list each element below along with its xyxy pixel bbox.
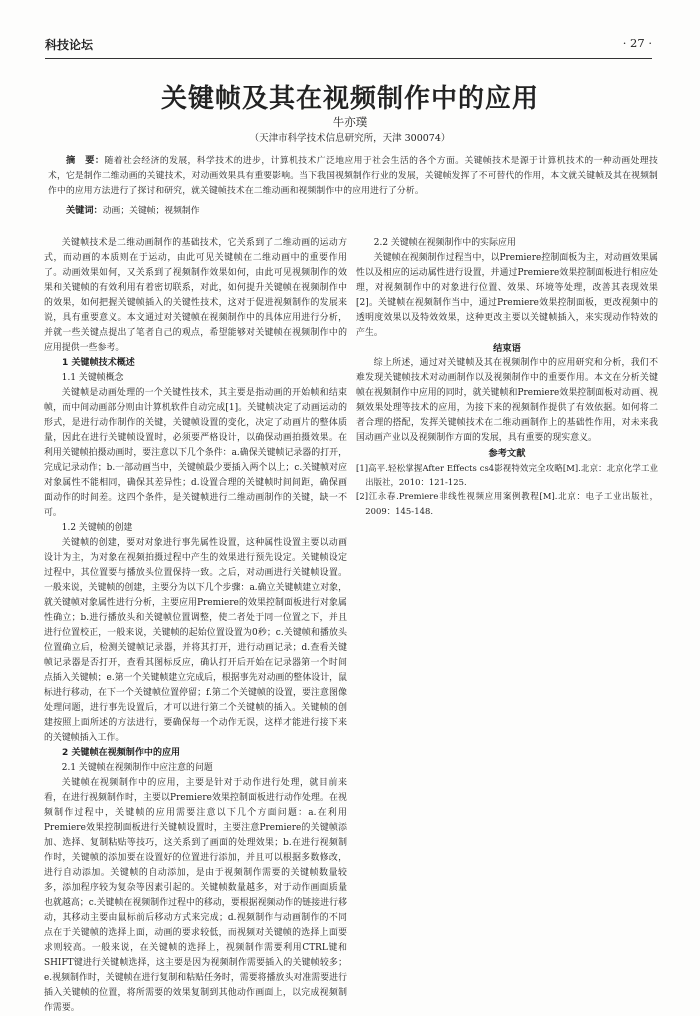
author-affiliation: （天津市科学技术信息研究所，天津 300074） xyxy=(249,133,451,144)
paragraph-2-1: 关键帧在视频制作中的应用，主要是针对于动作进行处理，就目前来看，在进行视频制作时，主要以Premiere效果控制面板进行动作处理。在视频制作过程中，关键帧的应用需要注意以下几个方面问题：a.在利用Premiere效果控制面板进行关键帧设置时，主要注意Premiere的关键帧添加、选择、复制粘贴等技巧，这关系到了画面的处理效果；b.在进行视频制作时，关键帧的添加要在设置好的位置进行添加，并且可以根据多数修改，进行自动添加。关键帧的自动添加，是由于视频制作需要的关键帧数量较多，添加程序较为复杂等因素引起的。关键帧数量越多，对于动作画面质量也就越高；c.关键帧在视频制作过程中的移动，要根据视频动作的链接进行移动，其移动主要由鼠标前后移动方式来完成；d.视频制作与动画制作的不同点在于关键帧的选择上面，动画的要求较低，而视频对关键帧的选择上面要求则较高。一般来说，在关键帧的选择上，视频制作需要利用CTRL键和SHIFT键进行关键帧选择，这主要是因为视频制作需要插入的关键帧较多；e.视频制作时，关键帧在进行复制和粘贴任务时，需要将播放头对准需要进行插入关键帧的位置，将所需要的效果复制到其他动作画面上，以完成视频制作需要。 xyxy=(44,778,347,1013)
abstract-label: 摘 要： xyxy=(66,155,105,166)
section-heading-1: 1 关键帧技术概述 xyxy=(62,358,135,368)
article-title: 关键帧及其在视频制作中的应用 xyxy=(160,84,539,114)
section-heading-2: 2 关键帧在视频制作中的应用 xyxy=(62,748,181,758)
reference-item: [2]江永春.Premiere非线性视频应用案例教程[M].北京：电子工业出版社，2009：145-148. xyxy=(356,491,658,516)
references-list xyxy=(356,461,658,518)
body-column-right xyxy=(356,236,658,518)
header-rule xyxy=(45,58,652,59)
author-name: 牛亦璞 xyxy=(332,115,368,129)
subsection-heading-1-2: 1.2 关键帧的创建 xyxy=(61,523,133,533)
keywords xyxy=(66,202,656,216)
paragraph-2-2: 关键帧在视频制作过程当中，以Premiere控制面板为主，对动画效果属性以及相应的运动属性进行设置，并通过Premiere效果控制面板进行相应处理，对视频制作中的对象进行位置、效果、环境等处理，改善其表现效果[2]。关键帧在视频制作当中，通过Premiere效果控制面板，更改视频中的透明度效果以及特效效果，这种更改主要以关键帧插入，来实现动作特效的产生。 xyxy=(356,253,658,338)
conclusion-heading: 结束语 xyxy=(493,343,521,354)
journal-section: 科技论坛 xyxy=(45,38,94,52)
keywords-text: 动画；关键帧；视频制作 xyxy=(102,206,200,216)
conclusion-paragraph: 综上所述，通过对关键帧及其在视频制作中的应用研究和分析，我们不难发现关键帧技术对动画制作以及视频制作中的重要作用。本文在分析关键帧在视频制作中应用的同时，就关键帧和Premiere效果控制面板对动画、视频效果处理等技术的应用，为接下来的视频制作提供了有效依据。如何将二者合理的搭配，发挥关键帧技术在二维动画制作上的基础性作用，对未来我国动画产业以及视频制作方面的发展，具有重要的现实意义。 xyxy=(356,358,658,443)
abstract-text: 随着社会经济的发展，科学技术的进步，计算机技术广泛地应用于社会生活的各个方面。关键帧技术是源于计算机技术的一种动画处理技术，它是制作二维动画的关键技术，对动画效果具有重要影响。当下我国视频制作行业的发展，关键帧发挥了不可替代的作用，本文就关键帧及其在视频制作中的应用方法进行了探讨和研究，就关键帧技术在二维动画和视频制作中的应用进行了分析。 xyxy=(48,156,658,197)
running-head xyxy=(45,36,652,56)
references-heading: 参考文献 xyxy=(488,448,526,459)
keywords-label: 关键词： xyxy=(66,205,103,216)
intro-paragraph: 关键帧技术是二维动画制作的基础技术，它关系到了二维动画的运动方式，而动画的本质则在于运动，由此可见关键帧在二维动画中的重要作用了。动画效果如何，又关系到了视频制作效果如何，由此可见视频制作的效果和关键帧的有效利用有着密切联系，对此，如何提升关键帧在视频制作中的效果，如何把握关键帧插入的关键性技术，这对于促进视频制作的发展来说，具有重要意义。本文通过对关键帧在视频制作中的具体应用进行分析，并就一些关键点提出了笔者自己的观点，希望能够对关键帧在视频制作中的应用提供一些参考。 xyxy=(44,238,347,353)
paragraph-1-2: 关键帧的创建，要对对象进行事先属性设置，这种属性设置主要以动画设计为主，为对象在视频拍摄过程中产生的效果进行预先设定。关键帧设定过程中，其位置要与播放头位置保持一致。之后，对动画进行关键帧设置。一般来说，关键帧的创建，主要分为以下几个步骤：a.确立关键帧建立对象，就关键帧对象属性进行分析，主要应用Premiere的效果控制面板进行对象属性确立；b.进行播放头和关键帧位置调整，使二者处于同一位置之下，并且进行位置校正，一般来说，关键帧的起始位置设置为0秒；c.关键帧和播放头位置确立后，检测关键帧记录器，并将其打开，进行动画记录；d.查看关键帧记录器是否打开，查看其图标反应，确认打开后开始在记录器第一个时间点插入关键帧；e.第一个关键帧建立完成后，根据事先对动画的整体设计，鼠标进行移动，在下一个关键帧位置停留；f.第二个关键帧的设置，要注意图像处理问题，进行事先设置后，才可以进行第二个关键帧的插入。关键帧的创建按照上面所述的方法进行，要确保每一个动作无误，这样才能进行接下来的关键帧插入工作。 xyxy=(44,538,347,743)
page-number: · 27 · xyxy=(622,36,652,50)
subsection-heading-2-2: 2.2 关键帧在视频制作中的实际应用 xyxy=(373,238,516,248)
abstract xyxy=(48,153,658,200)
body-column-left xyxy=(44,236,347,1016)
paragraph-1-1: 关键帧是动画处理的一个关键性技术，其主要是指动画的开始帧和结束帧，而中间动画部分则由计算机软件自动完成[1]。关键帧决定了动画运动的形式，是进行动作制作的关键，关键帧设置的变化，决定了动画片的整体质量，因此在进行关键帧设置时，必须要严格设计，以确保动画拍摄效果。在利用关键帧拍摄动画时，要注意以下几个条件：a.确保关键帧记录器的打开，完成记录动作；b.一部动画当中，关键帧最少要插入两个以上；c.关键帧对应对象属性不能相同，确保其差异性；d.设置合理的关键帧时间间距，确保画面动作的时间差。这四个条件，是关键帧进行二维动画制作的关键，缺一不可。 xyxy=(44,388,347,518)
subsection-heading-2-1: 2.1 关键帧在视频制作中应注意的问题 xyxy=(61,763,213,773)
subsection-heading-1-1: 1.1 关键帧概念 xyxy=(61,373,124,383)
reference-item: [1]高平.轻松掌握After Effects cs4影视特效完全攻略[M].北京：北京化学工业出版社，2010：121-125. xyxy=(356,463,658,488)
